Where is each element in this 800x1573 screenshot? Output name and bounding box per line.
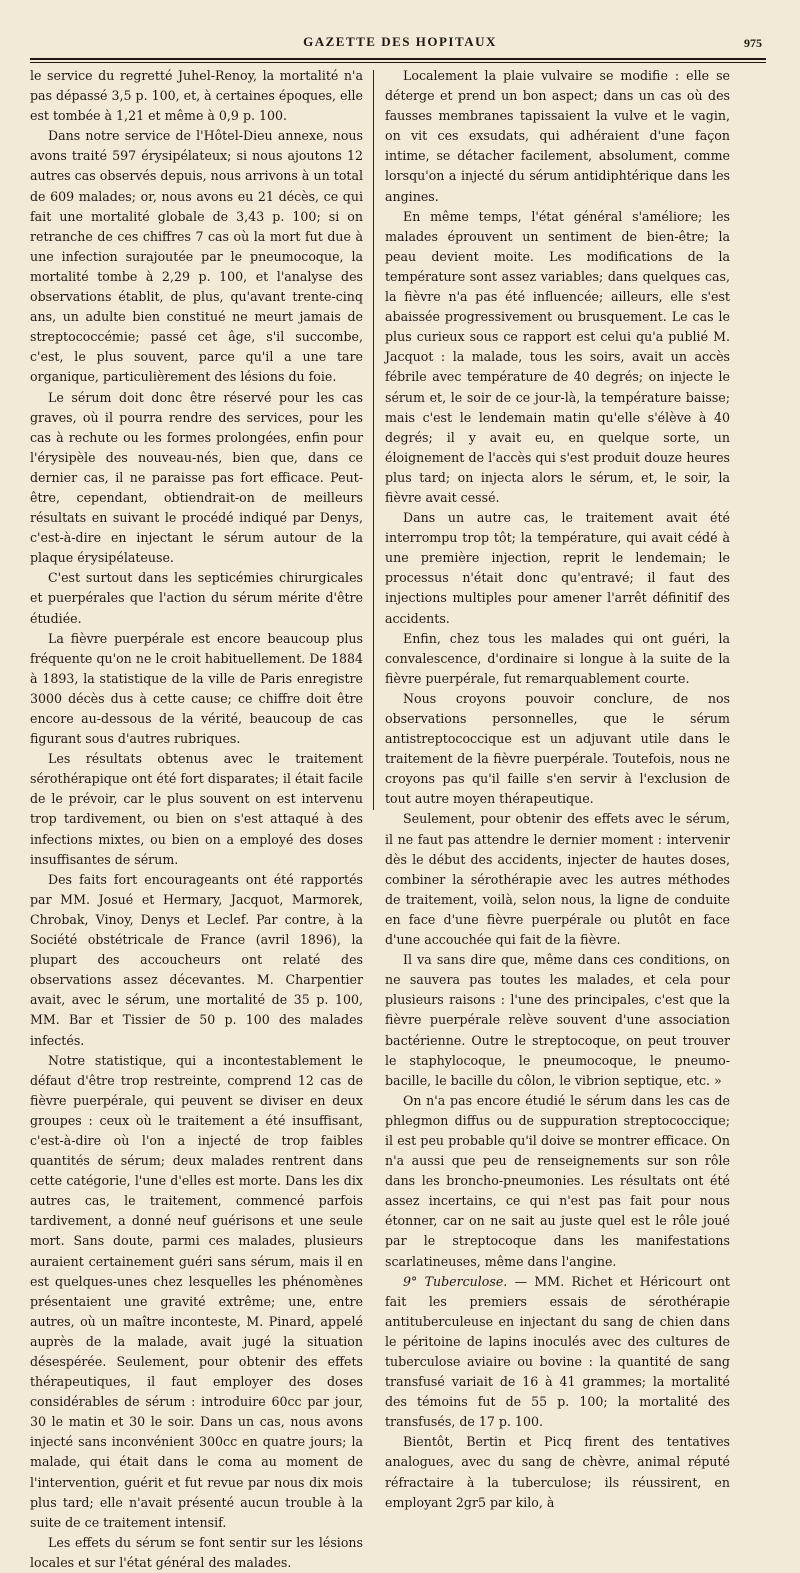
right-column: [385, 66, 730, 1513]
paragraph: Les résultats obtenus avec le traitement sérothérapique ont été fort disparates; il était facile de le prévoir, car le plus souvent on est intervenu trop tardivement, ou bien on s'est attaqué à des infections mixtes, ou bien on a employé des doses insuffisantes de sérum.: [30, 751, 363, 867]
paragraph: Enfin, chez tous les malades qui ont guéri, la convalescence, d'ordinaire si longue à la suite de la fièvre puerpérale, fut remarquablement courte.: [385, 630, 730, 686]
paragraph: C'est surtout dans les septicémies chirurgicales et puerpérales que l'action du sérum mérite d'être étudiée.: [30, 570, 363, 626]
paragraph: Nous croyons pouvoir conclure, de nos observations personnelles, que le sérum antistreptococcique est un adjuvant utile dans le traitement de la fièvre puerpérale. Toutefois, nous ne croyons pas qu'il faille s'en servir à l'exclusion de tout autre moyen thérapeutique.: [385, 690, 730, 807]
paragraph: Le sérum doit donc être réservé pour les cas graves, où il pourra rendre des services, pour les cas à rechute ou les formes prolongées, enfin pour l'érysipèle des nouveau-nés, bien que, dans ce dernier cas, il ne paraisse pas fort efficace. Peut-être, cependant, obtiendrait-on de meilleurs résultats en suivant le procédé indiqué par Denys, c'est-à-dire en injectant le sérum autour de la plaque érysipélateuse.: [30, 389, 363, 566]
paragraph: En même temps, l'état général s'améliore; les malades éprouvent un sentiment de bien-être; la peau devient moite. Les modifications de la température sont assez variables; dans quelques cas, la fièvre n'a pas été influencée; ailleurs, elle s'est abaissée progressivement ou brusquement. Le cas le plus curieux sous ce rapport est celui qu'a publié M. Jacquot : la malade, tous les soirs, avait un accès fébrile avec température de 40 degrés; on injecte le sérum et, le soir de ce jour-là, la température baisse; mais c'est le lendemain matin qu'elle s'élève à 40 degrés; il y avait eu, en quelque sorte, un éloignement de l'accès qui s'est produit douze heures plus tard; on injecta alors le sérum, et, le soir, la fièvre avait cessé.: [385, 208, 730, 505]
paragraph: Des faits fort encourageants ont été rapportés par MM. Josué et Hermary, Jacquot, Marmorek, Chrobak, Vinoy, Denys et Leclef. Par contre, à la Société obstétricale de France (avril 1896), la plupart des accoucheurs ont relaté des observations assez décevantes. M. Charpentier avait, avec le sérum, une mortalité de 35 p. 100, MM. Bar et Tissier de 50 p. 100 des malades infectés.: [30, 871, 363, 1048]
journal-title: GAZETTE DES HOPITAUX: [303, 34, 497, 49]
paragraph: le service du regretté Juhel-Renoy, la mortalité n'a pas dépassé 3,5 p. 100, et, à certaines époques, elle est tombée à 1,21 et même à 0,9 p. 100.: [30, 68, 363, 124]
section-label: 9° Tuberculose.: [403, 1273, 508, 1289]
paragraph: Les effets du sérum se font sentir sur les lésions locales et sur l'état général des malades.: [30, 1534, 363, 1570]
header-rule-thick: [30, 58, 766, 60]
header-rule-thin: [30, 62, 766, 63]
column-divider: [373, 70, 374, 810]
page-header: [20, 30, 780, 52]
paragraph: Dans notre service de l'Hôtel-Dieu annexe, nous avons traité 597 érysipélateux; si nous ajoutons 12 autres cas observés depuis, nous arrivons à un total de 609 malades; or, nous avons eu 21 décès, ce qui fait une mortalité globale de 3,43 p. 100; si on retranche de ces chiffres 7 cas où la mort fut due à une infection surajoutée par le pneumocoque, la mortalité tombe à 2,29 p. 100, et l'analyse des observations établit, de plus, qu'avant trente-cinq ans, un adulte bien constitué ne meurt jamais de streptococcémie; passé cet âge, s'il succombe, c'est, le plus souvent, parce qu'il a une tare organique, particulièrement des lésions du foie.: [30, 128, 363, 385]
section-text: — MM. Richet et Héricourt ont fait les premiers essais de sérothérapie antituberculeuse en injectant du sang de chien dans le péritoine de lapins inoculés avec des cultures de tuberculose aviaire ou bovine : la quantité de sang transfusé variait de 16 à 41 grammes; la mortalité des témoins fut de 55 p. 100; la mortalité des transfusés, de 17 p. 100.: [385, 1273, 730, 1430]
paragraph: Notre statistique, qui a incontestablement le défaut d'être trop restreinte, comprend 12 cas de fièvre puerpérale, qui peuvent se diviser en deux groupes : ceux où le traitement a été insuffisant, c'est-à-dire où l'on a injecté de trop faibles quantités de sérum; deux malades rentrent dans cette catégorie, l'une d'elles est morte. Dans les dix autres cas, le traitement, commencé parfois tardivement, a donné neuf guérisons et une seule mort. Sans doute, parmi ces malades, plusieurs auraient certainement guéri sans sérum, mais il en est quelques-unes chez lesquelles les phénomènes présentaient une gravité extrême; une, entre autres, où un maître inconteste, M. Pinard, appelé auprès de la malade, avait jugé la situation désespérée. Seulement, pour obtenir des effets thérapeutiques, il faut employer des doses considérables de sérum : introduire 60cc par jour, 30 le matin et 30 le soir. Dans un cas, nous avons injecté sans inconvénient 300cc en quatre jours; la malade, qui était dans le coma au moment de l'intervention, guérit et fut revue par nous dix mois plus tard; elle n'avait présenté aucun trouble à la suite de ce traitement intensif.: [30, 1052, 363, 1530]
paragraph: On n'a pas encore étudié le sérum dans les cas de phlegmon diffus ou de suppuration streptococcique; il est peu probable qu'il doive se montrer efficace. On n'a aussi que peu de renseignements sur son rôle dans les broncho-pneumonies. Les résultats ont été assez incertains, ce qui n'est pas fait pour nous étonner, car on ne sait au juste quel est le rôle joué par le streptocoque dans les manifestations scarlatineuses, même dans l'angine.: [385, 1092, 730, 1269]
paragraph: Localement la plaie vulvaire se modifie : elle se déterge et prend un bon aspect; dans un cas où des fausses membranes tapissaient la vulve et le vagin, on vit ces exsudats, qui adhéraient d'une façon intime, se détacher facilement, absolument, comme lorsqu'on a injecté du sérum antidiphtérique dans les angines.: [385, 68, 730, 204]
section-tuberculose-paragraph: [385, 1272, 730, 1433]
left-column: [30, 66, 363, 1573]
paragraph: Seulement, pour obtenir des effets avec le sérum, il ne faut pas attendre le dernier moment : intervenir dès le début des accidents, injecter de hautes doses, combiner la sérothérapie avec les autres méthodes de traitement, voilà, selon nous, la ligne de conduite en face d'une fièvre puerpérale ou plutôt en face d'une accouchée qui fait de la fièvre.: [385, 811, 730, 948]
paragraph: Dans un autre cas, le traitement avait été interrompu trop tôt; la température, qui avait cédé à une première injection, reprit le lendemain; le processus n'était donc qu'entravé; il faut des injections multiples pour amener l'arrêt définitif des accidents.: [385, 510, 730, 626]
paragraph: Bientôt, Bertin et Picq firent des tentatives analogues, avec du sang de chèvre, animal réputé réfractaire à la tuberculose; ils réussirent, en employant 2gr5 par kilo, à: [385, 1434, 730, 1510]
page-number: 975: [744, 36, 762, 50]
paragraph: La fièvre puerpérale est encore beaucoup plus fréquente qu'on ne le croit habituellement. De 1884 à 1893, la statistique de la ville de Paris enregistre 3000 décès dus à cette cause; ce chiffre doit être encore au-dessous de la vérité, beaucoup de cas figurant sous d'autres rubriques.: [30, 630, 363, 747]
paragraph: Il va sans dire que, même dans ces conditions, on ne sauvera pas toutes les malades, et cela pour plusieurs raisons : l'une des principales, c'est que la fièvre puerpérale relève souvent d'une association bactérienne. Outre le streptocoque, on peut trouver le staphylocoque, le pneumocoque, le pneumo-bacille, le bacille du côlon, le vibrion septique, etc. »: [385, 952, 730, 1088]
